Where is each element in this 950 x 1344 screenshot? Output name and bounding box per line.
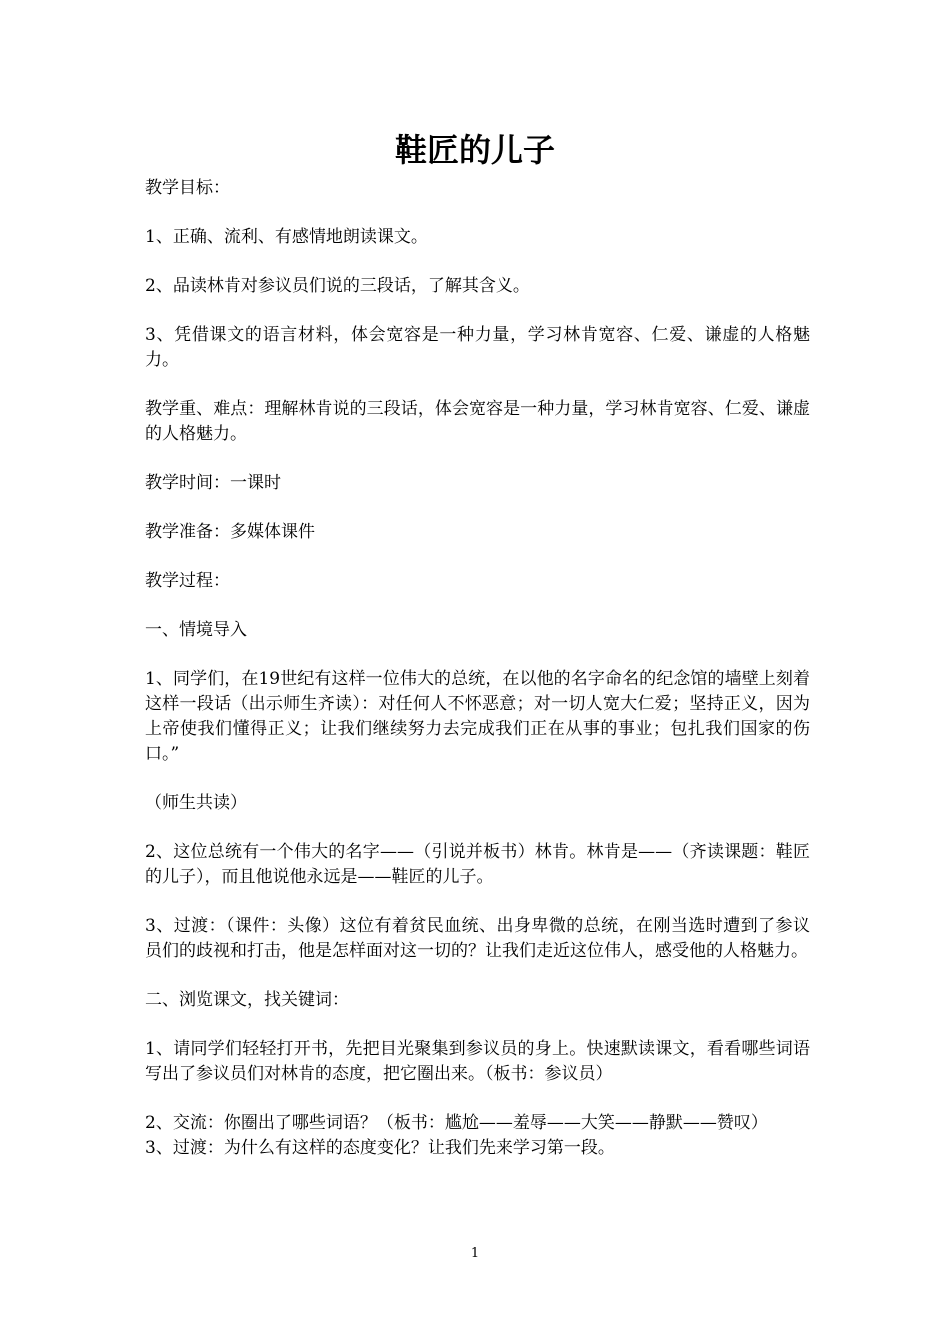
paragraph-section-2-item-2: 2、交流：你圈出了哪些词语？（板书：尴尬——羞辱——大笑——静默——赞叹）: [145, 1113, 768, 1133]
paragraph-objective-3: 3、凭借课文的语言材料，体会宽容是一种力量，学习林肯宽容、仁爱、谦虚的人格魅力。: [145, 325, 810, 370]
paragraph-read-together: （师生共读）: [145, 793, 247, 813]
paragraph-section-1-heading: 一、情境导入: [145, 620, 247, 640]
paragraph-objectives-heading: 教学目标：: [145, 178, 230, 198]
paragraph-section-2-item-3: 3、过渡：为什么有这样的态度变化？让我们先来学习第一段。: [145, 1138, 615, 1158]
paragraph-objective-2: 2、品读林肯对参议员们说的三段话，了解其含义。: [145, 276, 530, 296]
paragraph-section-2-heading: 二、浏览课文，找关键词：: [145, 990, 349, 1010]
paragraph-objective-1: 1、正确、流利、有感情地朗读课文。: [145, 227, 428, 247]
paragraph-section-2-item-1: 1、请同学们轻轻打开书，先把目光聚集到参议员的身上。快速默读课文，看看哪些词语写出了参议员们对林肯的态度，把它圈出来。（板书：参议员）: [145, 1039, 810, 1084]
paragraph-section-1-item-3: 3、过渡：（课件：头像）这位有着贫民血统、出身卑微的总统，在刚当选时遭到了参议员们的歧视和打击，他是怎样面对这一切的？让我们走近这位伟人，感受他的人格魅力。: [145, 916, 810, 961]
paragraph-process-heading: 教学过程：: [145, 571, 230, 591]
document-title: 鞋匠的儿子: [394, 131, 555, 169]
page-number: 1: [470, 1246, 480, 1261]
paragraph-teaching-time: 教学时间：一课时: [145, 473, 281, 493]
paragraph-section-1-item-1: 1、同学们，在19世纪有这样一位伟大的总统，在以他的名字命名的纪念馆的墙壁上刻着这样一段话（出示师生齐读）：对任何人不怀恶意；对一切人宽大仁爱；坚持正义，因为上帝使我们懂得正义；让我们继续努力去完成我们正在从事的事业；包扎我们国家的伤口。”: [145, 669, 810, 764]
paragraph-section-1-item-2: 2、这位总统有一个伟大的名字——（引说并板书）林肯。林肯是——（齐读课题：鞋匠的儿子），而且他说他永远是——鞋匠的儿子。: [145, 842, 810, 887]
paragraph-key-points: 教学重、难点：理解林肯说的三段话，体会宽容是一种力量，学习林肯宽容、仁爱、谦虚的人格魅力。: [145, 399, 810, 444]
document-body: [145, 176, 810, 1161]
paragraph-teaching-prep: 教学准备：多媒体课件: [145, 522, 315, 542]
